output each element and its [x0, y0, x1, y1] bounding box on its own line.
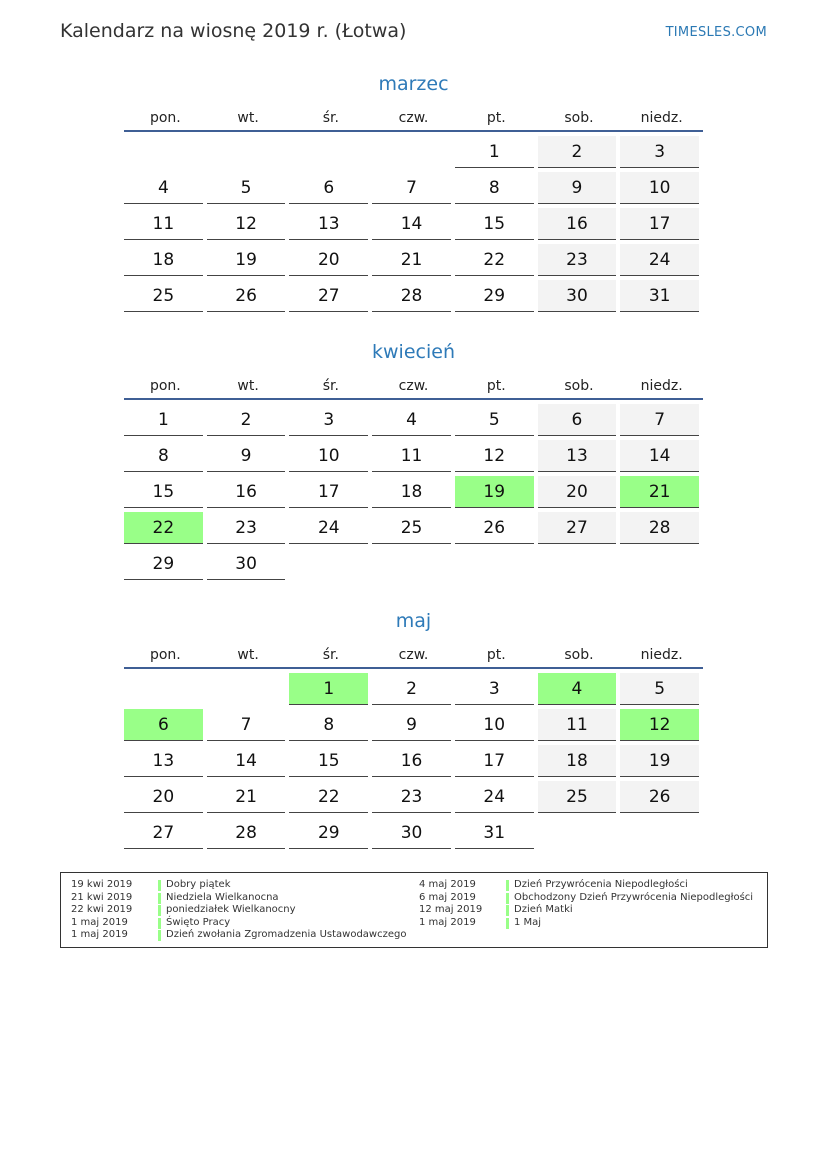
week-row [124, 781, 703, 813]
day-cell: 23 [538, 244, 617, 276]
legend-date: 1 maj 2019 [71, 916, 128, 928]
day-cell: 27 [538, 512, 617, 544]
day-cell: 26 [207, 280, 286, 312]
week-row [124, 208, 703, 240]
empty-cell [207, 673, 286, 705]
day-cell: 3 [289, 404, 368, 436]
legend-date: 22 kwi 2019 [71, 904, 133, 916]
empty-cell [372, 136, 451, 168]
day-cell: 7 [372, 172, 451, 204]
legend-date: 12 maj 2019 [419, 904, 483, 916]
empty-cell [538, 817, 617, 849]
day-cell: 3 [620, 136, 699, 168]
day-cell: 25 [372, 512, 451, 544]
day-cell: 9 [372, 709, 451, 741]
day-cell: 8 [124, 440, 203, 472]
day-cell: 12 [455, 440, 534, 472]
week-row [124, 745, 703, 777]
month-title: kwiecień [372, 341, 455, 363]
legend-holiday-name: Obchodzony Dzień Przywrócenia Niepodległości [514, 891, 754, 903]
weekday-label: czw. [398, 647, 429, 663]
month-grid [124, 673, 703, 849]
week-row [124, 172, 703, 204]
day-cell: 29 [289, 817, 368, 849]
legend-holiday-name: Niedziela Wielkanocna [166, 891, 279, 903]
page-title: Kalendarz na wiosnę 2019 r. (Łotwa) [60, 20, 407, 42]
legend-date: 4 maj 2019 [419, 879, 476, 890]
legend-item [419, 917, 753, 930]
day-cell: 28 [372, 280, 451, 312]
holiday-color-marker [158, 918, 161, 929]
day-cell: 10 [455, 709, 534, 741]
weekday-header [124, 106, 703, 132]
weekday-label: wt. [237, 378, 259, 394]
day-cell: 18 [538, 745, 617, 777]
weekday-label: czw. [398, 378, 429, 394]
week-row [124, 440, 703, 472]
holiday-color-marker [506, 893, 509, 904]
holiday-day-cell: 1 [289, 673, 368, 705]
day-cell: 9 [207, 440, 286, 472]
legend-item [419, 892, 753, 905]
day-cell: 28 [620, 512, 699, 544]
week-row [124, 244, 703, 276]
day-cell: 2 [372, 673, 451, 705]
month-grid [124, 136, 703, 312]
day-cell: 21 [207, 781, 286, 813]
weekday-label: pon. [149, 110, 181, 126]
week-row [124, 404, 703, 436]
day-cell: 4 [124, 172, 203, 204]
legend-column-left [71, 879, 406, 942]
site-link[interactable]: TIMESLES.COM [665, 25, 767, 40]
weekday-label: pon. [149, 647, 181, 663]
day-cell: 28 [207, 817, 286, 849]
month-title: marzec [378, 73, 449, 95]
week-row [124, 512, 703, 544]
day-cell: 16 [538, 208, 617, 240]
day-cell: 18 [124, 244, 203, 276]
weekday-header [124, 643, 703, 669]
day-cell: 19 [620, 745, 699, 777]
day-cell: 14 [620, 440, 699, 472]
day-cell: 6 [289, 172, 368, 204]
day-cell: 27 [289, 280, 368, 312]
legend-date: 19 kwi 2019 [71, 879, 133, 890]
day-cell: 1 [124, 404, 203, 436]
holiday-day-cell: 6 [124, 709, 203, 741]
weekday-label: niedz. [640, 378, 683, 394]
day-cell: 12 [207, 208, 286, 240]
holiday-color-marker [506, 905, 509, 916]
day-cell: 7 [207, 709, 286, 741]
weekday-label: pt. [486, 378, 506, 394]
weekday-label: pt. [486, 110, 506, 126]
day-cell: 17 [455, 745, 534, 777]
day-cell: 15 [289, 745, 368, 777]
legend-item [419, 904, 753, 917]
day-cell: 17 [289, 476, 368, 508]
day-cell: 5 [620, 673, 699, 705]
empty-cell [289, 548, 368, 580]
week-row [124, 548, 703, 580]
weekday-label: sob. [564, 378, 594, 394]
day-cell: 5 [455, 404, 534, 436]
day-cell: 9 [538, 172, 617, 204]
empty-cell [620, 817, 699, 849]
day-cell: 8 [455, 172, 534, 204]
legend-holiday-name: Dzień zwołania Zgromadzenia Ustawodawczego [166, 929, 407, 941]
day-cell: 31 [620, 280, 699, 312]
month-title: maj [395, 610, 432, 632]
empty-cell [372, 548, 451, 580]
legend-item [71, 879, 406, 892]
day-cell: 13 [124, 745, 203, 777]
day-cell: 26 [455, 512, 534, 544]
day-cell: 29 [124, 548, 203, 580]
legend-holiday-name: poniedziałek Wielkanocny [166, 904, 296, 916]
legend-holiday-name: 1 Maj [514, 916, 542, 928]
empty-cell [124, 136, 203, 168]
month-march [124, 70, 703, 316]
day-cell: 26 [620, 781, 699, 813]
holiday-color-marker [506, 918, 509, 929]
day-cell: 20 [124, 781, 203, 813]
day-cell: 18 [372, 476, 451, 508]
holiday-color-marker [506, 880, 509, 891]
day-cell: 7 [620, 404, 699, 436]
empty-cell [455, 548, 534, 580]
weekday-label: czw. [398, 110, 429, 126]
weekday-label: wt. [237, 647, 259, 663]
day-cell: 30 [372, 817, 451, 849]
day-cell: 16 [207, 476, 286, 508]
day-cell: 30 [207, 548, 286, 580]
holiday-color-marker [158, 930, 161, 941]
legend-date: 21 kwi 2019 [71, 891, 133, 903]
day-cell: 22 [455, 244, 534, 276]
day-cell: 3 [455, 673, 534, 705]
day-cell: 31 [455, 817, 534, 849]
day-cell: 27 [124, 817, 203, 849]
legend-item [71, 892, 406, 905]
weekday-label: pon. [149, 378, 181, 394]
day-cell: 24 [620, 244, 699, 276]
day-cell: 20 [538, 476, 617, 508]
holiday-color-marker [158, 905, 161, 916]
day-cell: 20 [289, 244, 368, 276]
empty-cell [538, 548, 617, 580]
week-row [124, 280, 703, 312]
day-cell: 23 [207, 512, 286, 544]
day-cell: 11 [372, 440, 451, 472]
month-grid [124, 404, 703, 580]
day-cell: 29 [455, 280, 534, 312]
empty-cell [289, 136, 368, 168]
week-row [124, 709, 703, 741]
week-row [124, 476, 703, 508]
day-cell: 24 [289, 512, 368, 544]
day-cell: 11 [124, 208, 203, 240]
legend-date: 1 maj 2019 [419, 916, 476, 928]
day-cell: 4 [372, 404, 451, 436]
day-cell: 25 [124, 280, 203, 312]
legend-item [71, 917, 406, 930]
day-cell: 13 [538, 440, 617, 472]
day-cell: 15 [124, 476, 203, 508]
holiday-day-cell: 19 [455, 476, 534, 508]
weekday-header [124, 374, 703, 400]
legend-holiday-name: Święto Pracy [166, 916, 231, 928]
weekday-label: śr. [322, 378, 339, 394]
day-cell: 2 [538, 136, 617, 168]
legend-holiday-name: Dzień Przywrócenia Niepodległości [514, 879, 688, 890]
day-cell: 23 [372, 781, 451, 813]
holiday-day-cell: 21 [620, 476, 699, 508]
weekday-label: sob. [564, 647, 594, 663]
empty-cell [620, 548, 699, 580]
weekday-label: niedz. [640, 647, 683, 663]
weekday-label: niedz. [640, 110, 683, 126]
month-may [124, 607, 703, 853]
legend-item [71, 904, 406, 917]
day-cell: 6 [538, 404, 617, 436]
day-cell: 11 [538, 709, 617, 741]
month-april [124, 338, 703, 584]
weekday-label: śr. [322, 110, 339, 126]
day-cell: 10 [289, 440, 368, 472]
weekday-label: wt. [237, 110, 259, 126]
legend-date: 1 maj 2019 [71, 929, 128, 941]
day-cell: 1 [455, 136, 534, 168]
week-row [124, 136, 703, 168]
day-cell: 15 [455, 208, 534, 240]
legend-holiday-name: Dobry piątek [166, 879, 231, 890]
holiday-color-marker [158, 880, 161, 891]
day-cell: 10 [620, 172, 699, 204]
legend-column-right [419, 879, 753, 929]
holiday-color-marker [158, 893, 161, 904]
day-cell: 13 [289, 208, 368, 240]
weekday-label: pt. [486, 647, 506, 663]
day-cell: 16 [372, 745, 451, 777]
day-cell: 21 [372, 244, 451, 276]
day-cell: 14 [372, 208, 451, 240]
week-row [124, 673, 703, 705]
day-cell: 22 [289, 781, 368, 813]
weekday-label: śr. [322, 647, 339, 663]
legend-date: 6 maj 2019 [419, 891, 476, 903]
day-cell: 17 [620, 208, 699, 240]
legend-item [419, 879, 753, 892]
day-cell: 24 [455, 781, 534, 813]
day-cell: 2 [207, 404, 286, 436]
legend-holiday-name: Dzień Matki [514, 904, 573, 916]
holiday-day-cell: 12 [620, 709, 699, 741]
day-cell: 5 [207, 172, 286, 204]
holiday-legend [60, 872, 768, 948]
day-cell: 19 [207, 244, 286, 276]
day-cell: 25 [538, 781, 617, 813]
weekday-label: sob. [564, 110, 594, 126]
day-cell: 14 [207, 745, 286, 777]
holiday-day-cell: 22 [124, 512, 203, 544]
holiday-day-cell: 4 [538, 673, 617, 705]
day-cell: 30 [538, 280, 617, 312]
day-cell: 8 [289, 709, 368, 741]
week-row [124, 817, 703, 849]
empty-cell [124, 673, 203, 705]
empty-cell [207, 136, 286, 168]
legend-item [71, 929, 406, 942]
